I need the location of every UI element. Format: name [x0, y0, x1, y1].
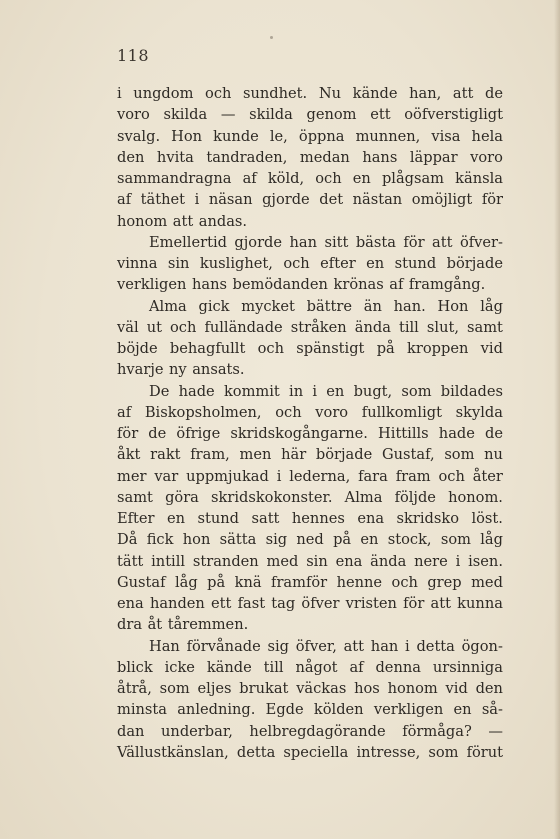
word: öppna — [298, 127, 345, 145]
word: in — [289, 382, 304, 400]
word: en — [326, 382, 345, 400]
word: sundhet. — [243, 85, 308, 102]
word: Efter — [117, 510, 155, 527]
word: gjorde — [234, 233, 283, 251]
text-line — [117, 636, 503, 657]
word: bugt, — [353, 382, 393, 400]
word: tåremmen. — [167, 616, 249, 634]
word: att — [343, 637, 365, 655]
text-line — [117, 529, 503, 550]
word: en — [366, 255, 385, 272]
text-line — [117, 657, 503, 678]
word: i — [405, 637, 410, 655]
word: le, — [269, 127, 288, 145]
word: nästan — [352, 191, 403, 209]
word: som — [440, 531, 471, 549]
word: af — [117, 403, 132, 421]
word: hvita — [156, 148, 194, 166]
word: henne — [336, 573, 383, 591]
word: hade — [178, 382, 215, 400]
word: åtrå, — [117, 680, 152, 697]
word: och — [205, 85, 232, 102]
word: skridsko — [396, 510, 459, 527]
word: blick — [117, 658, 153, 676]
word: stund — [394, 255, 437, 272]
word: krönas — [333, 276, 384, 294]
word: brukat — [239, 680, 289, 697]
word: kunna — [457, 595, 503, 612]
word: och — [438, 467, 465, 485]
word: de — [485, 425, 503, 442]
word: som — [444, 446, 475, 464]
word: speciella — [283, 743, 349, 761]
word: ny — [169, 361, 187, 379]
word: i — [276, 467, 282, 485]
word: här — [281, 446, 307, 464]
word: detta — [236, 743, 276, 761]
word: en — [352, 170, 371, 187]
word: eljes — [197, 680, 232, 697]
word: grep — [427, 573, 462, 591]
text-line — [117, 189, 503, 210]
text-line — [117, 274, 503, 295]
text-line — [117, 211, 503, 232]
word: andas. — [198, 212, 248, 230]
word: skilda — [163, 106, 208, 124]
word: fick — [146, 531, 174, 549]
word: fram, — [190, 446, 230, 464]
word: kuslighet, — [199, 255, 273, 272]
word: förut — [466, 743, 503, 761]
word: behagfullt — [169, 340, 246, 357]
word: nu — [484, 446, 503, 464]
word: fram — [395, 467, 431, 485]
word: stund — [197, 510, 240, 527]
word: voro — [470, 148, 503, 166]
word: spänstigt — [296, 340, 365, 357]
word: som — [159, 680, 190, 697]
word: med — [471, 573, 503, 591]
word: han. — [393, 297, 426, 315]
text-line — [117, 678, 503, 699]
word: ända — [370, 552, 407, 570]
word: omöjligt — [411, 191, 473, 209]
word: att — [430, 595, 451, 612]
text-line — [117, 296, 503, 317]
word: köld, — [267, 170, 305, 187]
word: åter — [472, 467, 503, 485]
text-line — [117, 147, 503, 168]
text-line — [117, 742, 503, 763]
word: handen — [149, 595, 205, 612]
word: att — [172, 212, 194, 230]
word: förvånade — [186, 637, 261, 655]
word: honom. — [448, 488, 503, 506]
word: skridskokonster. — [211, 488, 333, 506]
word: sitt — [324, 233, 349, 251]
word: fulländade — [204, 318, 283, 336]
paper-speck — [270, 36, 273, 39]
word: och — [275, 403, 302, 421]
word: göra — [165, 488, 199, 506]
word: öfver — [301, 595, 340, 612]
word: ända — [354, 318, 391, 336]
word: hans — [362, 148, 398, 166]
word: på — [376, 340, 395, 357]
word: fara — [358, 467, 388, 485]
word: Egde — [265, 701, 304, 719]
text-line — [117, 359, 503, 380]
word: hela — [471, 127, 503, 145]
page-edge-shadow — [554, 0, 560, 839]
word: bildades — [440, 382, 503, 400]
word: underbar, — [161, 722, 233, 740]
word: åt — [147, 616, 163, 634]
word: ena — [117, 595, 144, 612]
text-line — [117, 466, 503, 487]
page-number: 118 — [117, 46, 150, 65]
word: Alma — [149, 297, 187, 315]
word: och — [170, 318, 197, 336]
word: låg — [480, 531, 503, 549]
text-line — [117, 572, 503, 593]
text-line — [117, 317, 503, 338]
word: voro — [315, 403, 349, 421]
word: hon — [182, 531, 211, 549]
word: sätta — [219, 531, 257, 549]
word: sin — [306, 552, 328, 570]
word: fast — [237, 595, 266, 612]
word: hos — [354, 680, 380, 697]
word: mer — [117, 467, 147, 485]
text-line — [117, 83, 503, 104]
word: täthet — [140, 191, 186, 209]
word: vid — [445, 680, 468, 697]
text-line — [117, 551, 503, 572]
word: helbregdagörande — [249, 722, 386, 740]
word: ett — [211, 595, 232, 612]
word: ned — [296, 531, 324, 549]
word: dan — [117, 722, 145, 740]
word: för — [403, 595, 425, 612]
word: — — [220, 106, 236, 124]
word: stranden — [192, 552, 259, 570]
word: isen. — [468, 552, 503, 570]
word: Han — [149, 637, 180, 655]
word: Hittills — [378, 425, 429, 442]
word: ut — [146, 318, 162, 336]
text-line — [117, 508, 503, 529]
word: af — [117, 191, 132, 209]
text-line — [117, 423, 503, 444]
word: De — [149, 382, 170, 400]
word: till — [263, 658, 284, 676]
word: att — [432, 233, 453, 251]
word: Biskopsholmen, — [144, 403, 262, 421]
word: plågsam — [381, 170, 445, 187]
word: kölden — [313, 701, 364, 719]
text-line — [117, 168, 503, 189]
word: de — [148, 425, 167, 442]
word: för — [481, 191, 503, 209]
word: dra — [117, 616, 143, 634]
word: honom — [387, 680, 438, 697]
word: hvarje — [117, 361, 164, 379]
word: på — [207, 573, 226, 591]
word: som — [401, 382, 432, 400]
word: väl — [117, 318, 139, 336]
word: och — [391, 573, 418, 591]
word: Vällustkänslan, — [117, 743, 229, 761]
word: skilda — [249, 106, 293, 124]
word: ursinniga — [432, 658, 503, 676]
word: minsta — [117, 701, 167, 719]
word: ena — [335, 552, 363, 570]
word: det — [319, 191, 344, 209]
text-line — [117, 104, 503, 125]
word: oöfverstigligt — [404, 106, 503, 124]
word: mycket — [241, 297, 295, 315]
word: Alma — [344, 488, 383, 506]
word: i — [312, 382, 318, 400]
word: och — [283, 255, 310, 272]
word: tag — [271, 595, 296, 612]
word: Emellertid — [149, 233, 227, 251]
word: öfrige — [176, 425, 221, 442]
word: verkligen — [373, 701, 444, 719]
word: började — [315, 446, 373, 464]
word: Gustaf — [117, 573, 166, 591]
text-line — [117, 444, 503, 465]
word: kände — [352, 85, 398, 102]
word: medan — [299, 148, 350, 166]
text-line — [117, 699, 503, 720]
text-line — [117, 338, 503, 359]
word: slut, — [426, 318, 459, 336]
word: som — [428, 743, 459, 761]
text-line — [117, 126, 503, 147]
word: af — [242, 170, 257, 187]
word: åkt — [117, 446, 141, 464]
word: framgång. — [408, 276, 486, 294]
word: och — [257, 340, 284, 357]
word: Hon — [171, 127, 203, 145]
word: uppmjukad — [186, 467, 269, 485]
word: låg — [480, 297, 503, 315]
word: skridskogångarne. — [230, 425, 368, 442]
text-line — [117, 721, 503, 742]
word: fullkomligt — [361, 403, 442, 421]
word: läppar — [409, 148, 458, 166]
word: Hon — [437, 297, 469, 315]
word: ansats. — [192, 361, 245, 379]
word: hennes — [291, 510, 345, 527]
word: sammandragna — [117, 170, 232, 187]
word: knä — [234, 573, 262, 591]
word: näsan — [208, 191, 253, 209]
word: vid — [480, 340, 503, 357]
word: visa — [431, 127, 461, 145]
word: på — [333, 531, 352, 549]
word: låg — [174, 573, 198, 591]
word: intill — [151, 552, 186, 570]
word: han, — [409, 85, 442, 102]
word: öfver, — [295, 637, 337, 655]
text-line — [117, 593, 503, 614]
word: den — [117, 148, 145, 166]
word: nere — [414, 552, 448, 570]
word: bättre — [306, 297, 353, 315]
word: i — [194, 191, 200, 209]
word: han — [289, 233, 317, 251]
word: stråken — [290, 318, 347, 336]
word: svalg. — [117, 127, 161, 145]
word: denna — [375, 658, 421, 676]
word: lederna, — [289, 467, 351, 485]
word: men — [239, 446, 272, 464]
word: i — [455, 552, 461, 570]
word: Nu — [318, 85, 341, 102]
word: Gustaf, — [381, 446, 435, 464]
word: känsla — [455, 170, 503, 187]
word: löst. — [471, 510, 503, 527]
word: samt — [117, 488, 153, 506]
word: voro — [117, 106, 150, 124]
word: följde — [394, 488, 436, 506]
word: började — [446, 255, 503, 272]
word: bästa — [355, 233, 396, 251]
word: och — [315, 170, 342, 187]
word: ögon- — [461, 637, 503, 655]
word: så- — [481, 701, 503, 719]
word: af — [349, 658, 364, 676]
word: bemödanden — [232, 276, 328, 294]
word: den — [475, 680, 503, 697]
word: honom — [117, 212, 168, 230]
text-line — [117, 232, 503, 253]
word: en — [167, 510, 186, 527]
word: kände — [206, 658, 252, 676]
word: gick — [198, 297, 230, 315]
word: stock, — [387, 531, 432, 549]
word: hade — [438, 425, 475, 442]
word: satt — [251, 510, 280, 527]
word: hans — [191, 276, 227, 294]
word: en — [360, 531, 379, 549]
word: sig — [265, 531, 288, 549]
word: än — [363, 297, 382, 315]
word: tandraden, — [206, 148, 288, 166]
word: till — [398, 318, 419, 336]
text-line — [117, 253, 503, 274]
word: för — [403, 233, 425, 251]
word: genom — [306, 106, 357, 124]
text-line — [117, 487, 503, 508]
body-text — [117, 83, 503, 763]
word: böjde — [117, 340, 158, 357]
word: ett — [370, 106, 391, 124]
word: tätt — [117, 552, 144, 570]
word: rakt — [150, 446, 181, 464]
word: sin — [167, 255, 190, 272]
word: samt — [467, 318, 503, 336]
word: kroppen — [407, 340, 469, 357]
word: framför — [271, 573, 328, 591]
word: Då — [117, 531, 138, 549]
word: att — [452, 85, 474, 102]
word: gjorde — [262, 191, 310, 209]
word: väckas — [296, 680, 347, 697]
word: något — [295, 658, 338, 676]
text-line — [117, 402, 503, 423]
word: efter — [320, 255, 356, 272]
word: öfver- — [459, 233, 503, 251]
text-line — [117, 614, 503, 635]
word: ena — [357, 510, 385, 527]
word: förmåga? — [402, 722, 472, 740]
word: af — [389, 276, 404, 294]
word: i — [117, 85, 122, 102]
word: intresse, — [356, 743, 421, 761]
word: — — [488, 722, 503, 740]
word: detta — [416, 637, 455, 655]
word: de — [484, 85, 503, 102]
word: icke — [164, 658, 195, 676]
word: han — [370, 637, 399, 655]
text-line — [117, 381, 503, 402]
word: munnen, — [355, 127, 421, 145]
word: vristen — [345, 595, 397, 612]
word: anledning. — [177, 701, 256, 719]
word: vinna — [117, 255, 158, 272]
word: för — [117, 425, 139, 442]
word: ungdom — [133, 85, 194, 102]
word: var — [154, 467, 179, 485]
word: kunde — [213, 127, 259, 145]
word: skylda — [455, 403, 503, 421]
word: verkligen — [117, 276, 187, 294]
word: kommit — [223, 382, 280, 400]
word: en — [453, 701, 472, 719]
word: sig — [267, 637, 290, 655]
word: med — [266, 552, 299, 570]
